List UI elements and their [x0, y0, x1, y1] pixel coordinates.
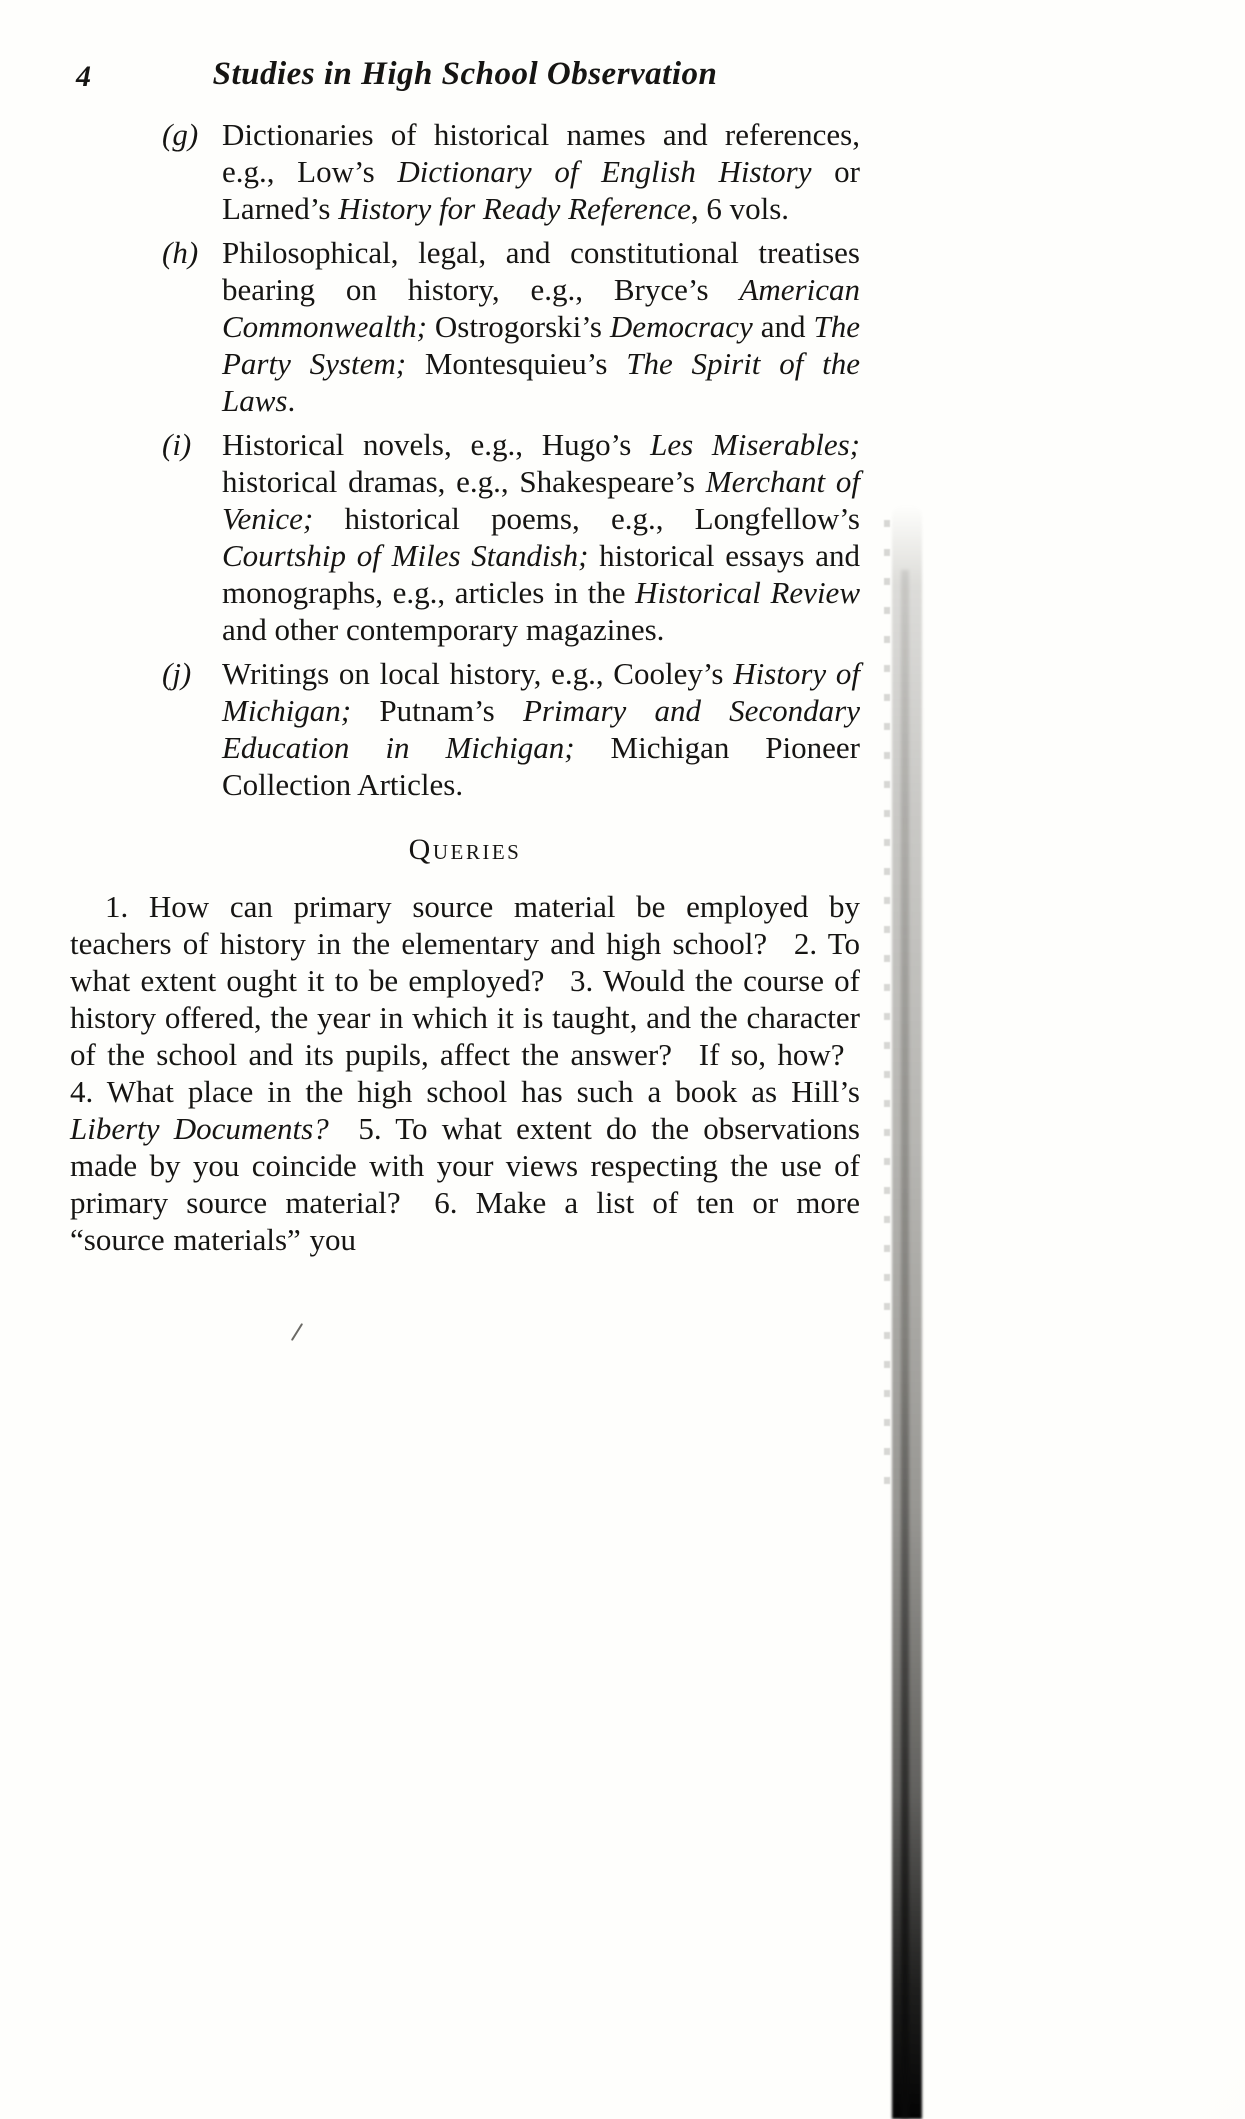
- text-column: [70, 116, 860, 1258]
- running-title: Studies in High School Observation: [212, 56, 718, 92]
- list-item-h-label: (h): [162, 235, 199, 270]
- list-item-j: [70, 655, 860, 803]
- list-item-g-label: (g): [162, 117, 199, 152]
- page-number: 4: [76, 60, 91, 93]
- page-header: [70, 52, 860, 104]
- list-item-i: [70, 426, 860, 648]
- list-item-j-label: (j): [162, 656, 192, 691]
- list-item-g: [70, 116, 860, 227]
- scan-speckles: [884, 520, 890, 1500]
- list-item-h: [70, 234, 860, 419]
- list-item-i-text: Historical novels, e.g., Hugo’s Les Miserables; historical dramas, e.g., Shakespeare’s Merchant of Venice; historical poems, e.g., Longfellow’s Courtship of Miles Standish; historical essays and monographs, e.g., articles in the Historical Review and other contemporary magazines.: [222, 427, 860, 647]
- list-item-i-label: (i): [162, 427, 192, 462]
- list-item-g-text: Dictionaries of historical names and references, e.g., Low’s Dictionary of English History or Larned’s History for Ready Reference, 6 vols.: [222, 117, 860, 226]
- list-item-h-text: Philosophical, legal, and constitutional treatises bearing on history, e.g., Bryce’s American Commonwealth; Ostrogorski’s Democracy and The Party System; Montesquieu’s The Spirit of the Laws.: [222, 235, 860, 418]
- queries-paragraph: 1. How can primary source material be employed by teachers of history in the elementary and high school? 2. To what extent ought it to be employed? 3. Would the course of history offered, the year in which it is taught, and the character of the school and its pupils, affect the answer? If so, how? 4. What place in the high school has such a book as Hill’s Liberty Documents? 5. To what extent do the observations made by you coincide with your views respecting the use of primary source material? 6. Make a list of ten or more “source materials” you: [70, 889, 860, 1257]
- queries-heading: Queries: [408, 833, 522, 866]
- list-item-j-text: Writings on local history, e.g., Cooley’s History of Michigan; Putnam’s Primary and Secondary Education in Michigan; Michigan Pioneer Collection Articles.: [222, 656, 860, 802]
- scan-edge-shadow: [892, 505, 922, 2119]
- stray-scan-mark: [291, 1323, 303, 1341]
